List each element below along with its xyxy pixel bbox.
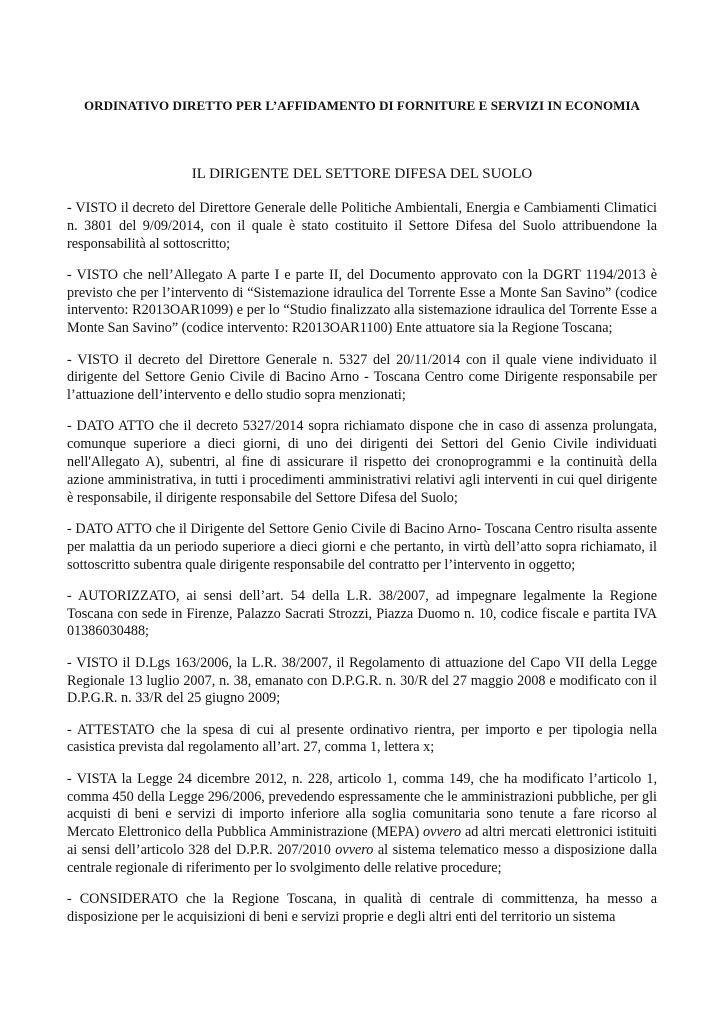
paragraph-autorizzato: - AUTORIZZATO, ai sensi dell’art. 54 della L.R. 38/2007, ad impegnare legalmente la Regione Toscana con sede in Firenze, Palazzo Sacrati Strozzi, Piazza Duomo n. 10, codice fiscale e partita IVA 01386030488; bbox=[67, 587, 657, 640]
paragraph-text-part: ad altri mercati elettronici istituiti ai sensi dell’articolo 328 del D.P.R. 207/2010 bbox=[67, 824, 657, 858]
document-subtitle: IL DIRIGENTE DEL SETTORE DIFESA DEL SUOLO bbox=[191, 166, 533, 182]
italic-term: ovvero bbox=[423, 824, 462, 841]
paragraph-attestato: - ATTESTATO che la spesa di cui al presente ordinativo rientra, per importo e per tipologia nella casistica prevista dal regolamento all’art. 27, comma 1, lettera x; bbox=[67, 721, 657, 756]
italic-term: ovvero bbox=[335, 841, 374, 858]
paragraph-visto-dlgs: - VISTO il D.Lgs 163/2006, la L.R. 38/2007, il Regolamento di attuazione del Capo VII della Legge Regionale 13 luglio 2007, n. 38, emanato con D.P.G.R. n. 30/R del 27 maggio 2008 e modificato con il D.P.G.R. n. 33/R del 25 giugno 2009; bbox=[67, 654, 657, 707]
document-body bbox=[67, 200, 657, 940]
paragraph-considerato: - CONSIDERATO che la Regione Toscana, in qualità di centrale di committenza, ha messo a disposizione per le acquisizioni di beni e servizi proprie e degli altri enti del territorio un sistema bbox=[67, 891, 657, 925]
paragraph-visto-decreto-3801: - VISTO il decreto del Direttore Generale delle Politiche Ambientali, Energia e Cambiamenti Climatici n. 3801 del 9/09/2014, con il quale è stato costituito il Settore Difesa del Suolo attribuendone la responsabilità al sottoscritto; bbox=[67, 200, 657, 252]
paragraph-visto-allegato-a: - VISTO che nell’Allegato A parte I e parte II, del Documento approvato con la DGRT 1194/2013 è previsto che per l’intervento di “Sistemazione idraulica del Torrente Esse a Monte San Savino” (codice intervento: R2013OAR1099) e per lo “Studio finalizzato alla sistemazione idraulica del Torrente Esse a Monte San Savino” (codice intervento: R2013OAR1100) Ente attuatore sia la Regione Toscana; bbox=[67, 266, 657, 337]
paragraph-text-part: al sistema telematico messo a disposizione dalla centrale regionale di riferimento per lo svolgimento delle relative procedure; bbox=[67, 841, 657, 876]
document-title: ORDINATIVO DIRETTO PER L’AFFIDAMENTO DI FORNITURE E SERVIZI IN ECONOMIA bbox=[83, 98, 640, 113]
paragraph-dato-atto-decreto: - DATO ATTO che il decreto 5327/2014 sopra richiamato dispone che in caso di assenza prolungata, comunque superiore a dieci giorni, di uno dei dirigenti dei Settori del Genio Civile individuati nell'Allegato A), subentri, al fine di assicurare il rispetto dei cronoprogrammi e la continuità della azione amministrativa, in tutti i procedimenti amministrativi relativi agli interventi in cui quel dirigente è responsabile, il dirigente responsabile del Settore Difesa del Suolo; bbox=[67, 418, 657, 506]
paragraph-dato-atto-dirigente: - DATO ATTO che il Dirigente del Settore Genio Civile di Bacino Arno- Toscana Centro risulta assente per malattia da un periodo superiore a dieci giorni e che pertanto, in virtù dell’atto sopra richiamato, il sottoscritto subentra quale dirigente responsabile del contratto per l’intervento in oggetto; bbox=[67, 520, 657, 573]
paragraph-visto-decreto-5327: - VISTO il decreto del Direttore Generale n. 5327 del 20/11/2014 con il quale viene individuato il dirigente del Settore Genio Civile di Bacino Arno - Toscana Centro come Dirigente responsabile per l’attuazione dell’intervento e dello studio sopra menzionati; bbox=[67, 351, 657, 404]
paragraph-vista-legge-228 bbox=[67, 771, 657, 878]
paragraph-text-part: - VISTA la Legge 24 dicembre 2012, n. 228, articolo 1, comma 149, che ha modificato l’articolo 1, comma 450 della Legge 296/2006, prevedendo espressamente che le amministrazioni pubbliche, per gli acquisti di beni e servizi di importo inferiore alla soglia comunitaria sono tenute a fare ricorso al Mercato Elettronico della Pubblica Amministrazione (MEPA) bbox=[67, 770, 657, 841]
